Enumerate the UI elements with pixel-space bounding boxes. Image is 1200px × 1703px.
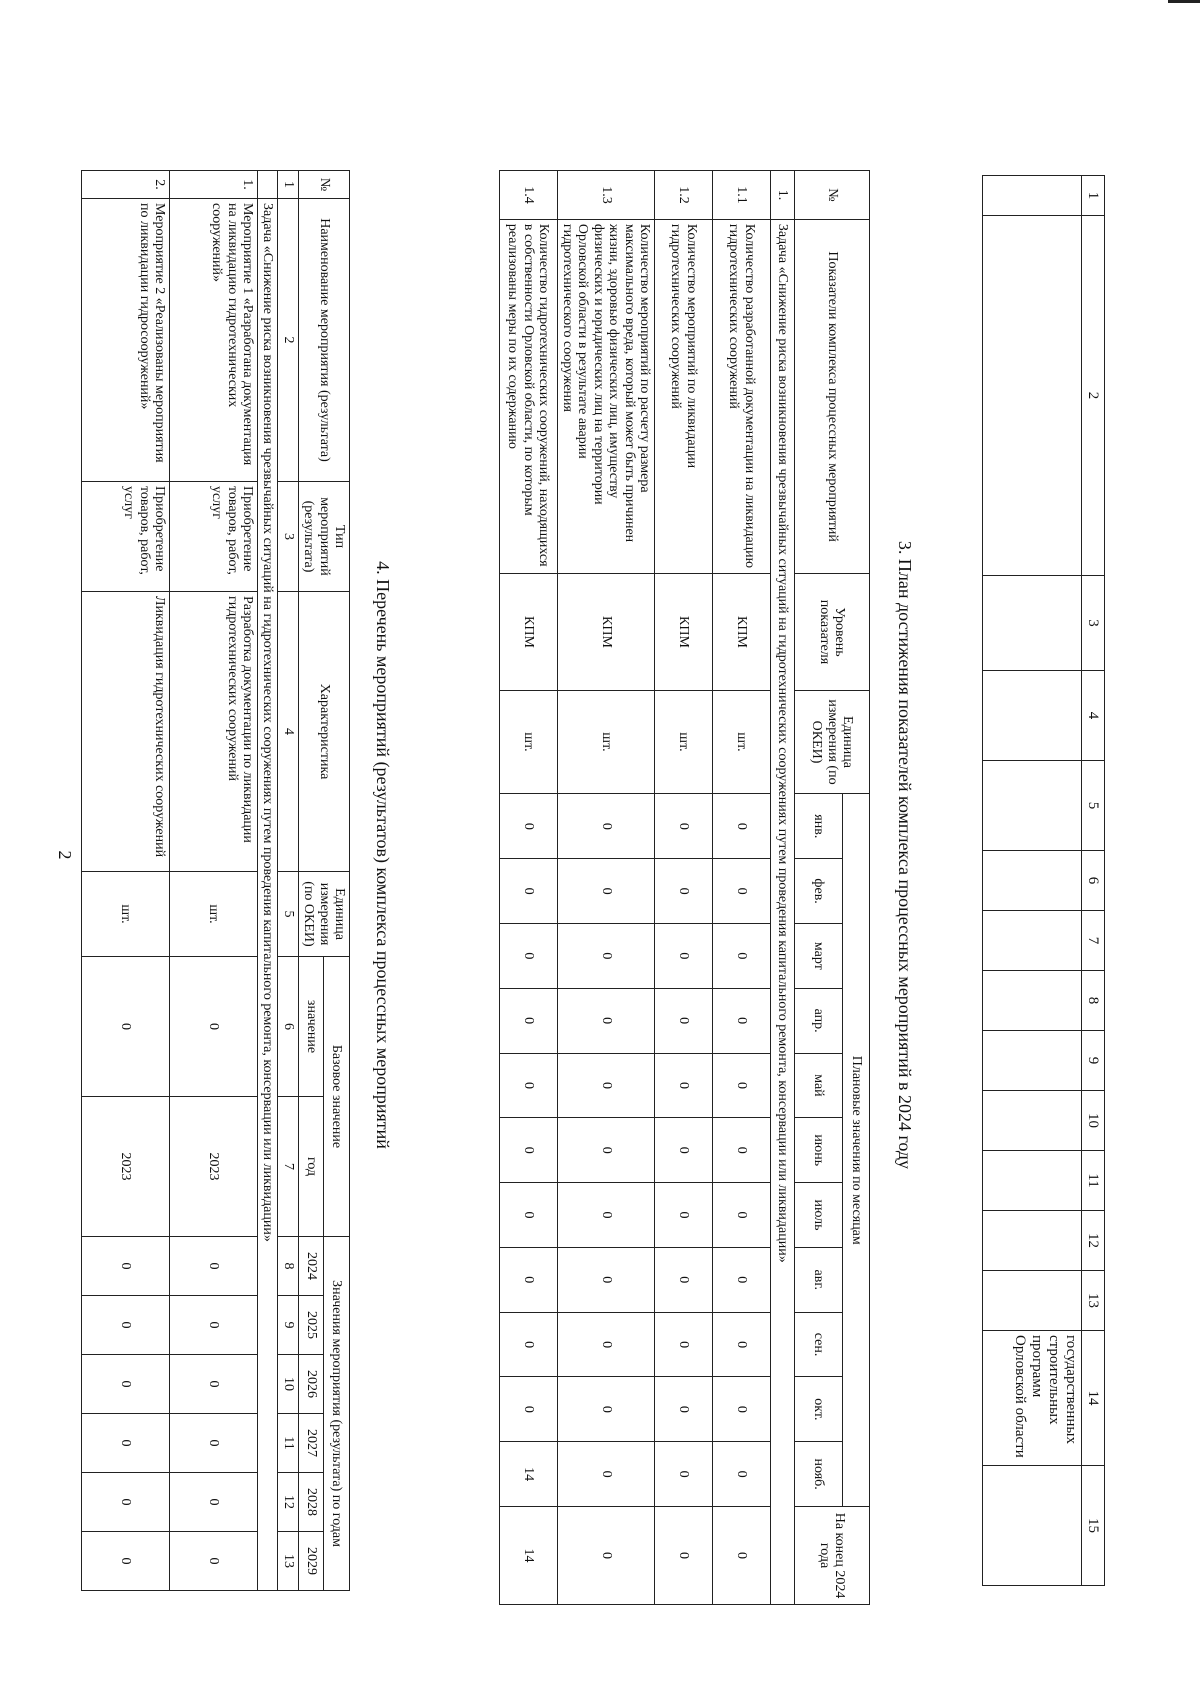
row-end: 0 xyxy=(557,1507,654,1605)
col-num: 6 xyxy=(1082,851,1105,911)
row-name: Мероприятие 1 «Разработана документация на ликвидацию гидротехнических сооружений» xyxy=(170,199,258,482)
table-row xyxy=(499,171,557,1605)
col-num: 10 xyxy=(278,1355,298,1414)
header-month: июль xyxy=(795,1183,843,1248)
cell xyxy=(983,1151,1082,1211)
cell xyxy=(983,1091,1082,1151)
col-num: 5 xyxy=(1082,761,1105,851)
table-row xyxy=(170,171,258,1591)
row-value: 0 xyxy=(557,988,654,1053)
col-num: 4 xyxy=(1082,671,1105,761)
header-month: сен. xyxy=(795,1312,843,1377)
header-month: фев. xyxy=(795,859,843,924)
row-type: Приобретение товаров, работ, услуг xyxy=(170,482,258,592)
header-month: авг. xyxy=(795,1247,843,1312)
header-year: 2029 xyxy=(298,1532,324,1591)
row-value: 0 xyxy=(713,924,771,989)
row-value: 0 xyxy=(713,1377,771,1442)
row-value: 0 xyxy=(557,924,654,989)
rotated-page-content xyxy=(40,55,1115,1655)
row-base-year: 2023 xyxy=(170,1097,258,1237)
table-row xyxy=(557,171,654,1605)
table-continuation xyxy=(982,175,1105,1586)
table-row xyxy=(713,171,771,1605)
col-num: 7 xyxy=(278,1097,298,1237)
row-value: 0 xyxy=(499,1183,557,1248)
col-num: 8 xyxy=(1082,971,1105,1031)
row-value: 0 xyxy=(655,1377,713,1442)
header-month: нояб. xyxy=(795,1442,843,1507)
header-row xyxy=(324,171,350,1591)
row-value: 0 xyxy=(655,924,713,989)
row-name: Количество гидротехнических сооружений, находящихся в собственности Орловской области, по которым реализованы меры по их содержанию xyxy=(499,219,557,574)
row-value: 0 xyxy=(557,1247,654,1312)
col-num: 5 xyxy=(278,872,298,957)
row-name: Количество разработанной документации на ликвидацию гидротехнических сооружений xyxy=(713,219,771,574)
header-type: Тип мероприятий (результата) xyxy=(298,482,349,592)
col-num: 12 xyxy=(278,1473,298,1532)
header-year: 2028 xyxy=(298,1473,324,1532)
row-year-value: 0 xyxy=(82,1296,170,1355)
row-value: 0 xyxy=(557,1312,654,1377)
header-monthly: Плановые значения по месяцам xyxy=(843,794,870,1507)
table-row xyxy=(82,171,170,1591)
row-value: 0 xyxy=(713,1247,771,1312)
row-value: 0 xyxy=(655,988,713,1053)
section-4-title: 4. Перечень мероприятий (результатов) комплекса процессных мероприятий xyxy=(373,561,393,1149)
task-row xyxy=(258,171,278,1591)
row-value: 0 xyxy=(713,988,771,1053)
row-year-value: 0 xyxy=(170,1355,258,1414)
row-year-value: 0 xyxy=(170,1414,258,1473)
row-value: 0 xyxy=(713,1312,771,1377)
cell xyxy=(983,576,1082,671)
header-month: окт. xyxy=(795,1377,843,1442)
col-num: 9 xyxy=(278,1296,298,1355)
header-month: май xyxy=(795,1053,843,1118)
row-characteristic: Ликвидация гидротехнических сооружений xyxy=(82,592,170,872)
task-spacer xyxy=(258,171,278,199)
row-end: 0 xyxy=(655,1507,713,1605)
row-year-value: 0 xyxy=(82,1473,170,1532)
header-base-value: значение xyxy=(298,957,324,1097)
row-unit: шт. xyxy=(557,690,654,794)
cell xyxy=(983,1271,1082,1331)
row-value: 0 xyxy=(557,1053,654,1118)
col-num: 14 xyxy=(1082,1331,1105,1466)
row-year-value: 0 xyxy=(82,1414,170,1473)
row-unit: шт. xyxy=(499,690,557,794)
row-value: 0 xyxy=(557,1442,654,1507)
row-value: 0 xyxy=(713,1183,771,1248)
row-num: 1.4 xyxy=(499,171,557,220)
row-name: Мероприятие 2 «Реализованы мероприятия по ликвидации гидросооружений» xyxy=(82,199,170,482)
row-base-value: 0 xyxy=(170,957,258,1097)
row-num: 1.3 xyxy=(557,171,654,220)
task-text: Задача «Снижение риска возникновения чрезвычайных ситуаций на гидротехнических сооружениях путем проведения капитального ремонта, консервации или ликвидации» xyxy=(258,199,278,1591)
col-num: 9 xyxy=(1082,1031,1105,1091)
task-num: 1. xyxy=(771,171,795,220)
page-number: 2 xyxy=(55,850,75,860)
header-year-end: На конец 2024 года xyxy=(795,1507,870,1605)
header-indicators: Показатели комплекса процессных мероприятий xyxy=(795,219,870,574)
row-year-value: 0 xyxy=(82,1237,170,1296)
header-year: 2024 xyxy=(298,1237,324,1296)
cell xyxy=(983,216,1082,576)
row-value: 0 xyxy=(713,1118,771,1183)
col-num: 2 xyxy=(1082,216,1105,576)
header-num: № xyxy=(298,171,349,199)
cell xyxy=(983,1211,1082,1271)
task-text: Задача «Снижение риска возникновения чрезвычайных ситуаций на гидротехнических сооружениях путем проведения капитального ремонта, консервации или ликвидации» xyxy=(771,219,795,1604)
header-year: 2025 xyxy=(298,1296,324,1355)
row-unit: шт. xyxy=(713,690,771,794)
header-characteristic: Характеристика xyxy=(298,592,349,872)
row-value: 0 xyxy=(499,1377,557,1442)
table-plan-indicators xyxy=(499,170,870,1605)
row-value: 0 xyxy=(557,859,654,924)
row-unit: шт. xyxy=(82,872,170,957)
row-value: 0 xyxy=(655,859,713,924)
table-measures xyxy=(81,170,350,1591)
col-num: 7 xyxy=(1082,911,1105,971)
header-name: Наименование мероприятия (результата) xyxy=(298,199,349,482)
column-number-row xyxy=(278,171,298,1591)
header-base-year: год xyxy=(298,1097,324,1237)
row-value: 0 xyxy=(557,794,654,859)
header-month: янв. xyxy=(795,794,843,859)
row-year-value: 0 xyxy=(170,1296,258,1355)
row-value: 0 xyxy=(499,988,557,1053)
row-value: 0 xyxy=(499,859,557,924)
scan-edge-mark xyxy=(1168,0,1200,3)
col-num: 13 xyxy=(278,1532,298,1591)
row-base-year: 2023 xyxy=(82,1097,170,1237)
task-row xyxy=(771,171,795,1605)
cell xyxy=(983,761,1082,851)
row-value: 0 xyxy=(713,1053,771,1118)
row-value: 0 xyxy=(655,1247,713,1312)
col-num: 11 xyxy=(1082,1151,1105,1211)
header-row xyxy=(843,171,870,1605)
header-base: Базовое значение xyxy=(324,957,350,1237)
row-level: КПМ xyxy=(713,574,771,690)
row-unit: шт. xyxy=(655,690,713,794)
row-value: 0 xyxy=(655,1442,713,1507)
header-year: 2027 xyxy=(298,1414,324,1473)
cell xyxy=(983,1466,1082,1586)
row-end: 14 xyxy=(499,1507,557,1605)
header-month: июнь xyxy=(795,1118,843,1183)
row-value: 0 xyxy=(499,1118,557,1183)
row-year-value: 0 xyxy=(170,1532,258,1591)
row-value: 0 xyxy=(499,1247,557,1312)
row-value: 0 xyxy=(655,794,713,859)
header-unit: Единица измерения (по ОКЕИ) xyxy=(795,690,870,794)
cell xyxy=(983,971,1082,1031)
header-month: март xyxy=(795,924,843,989)
header-years-title: Значения мероприятия (результата) по годам xyxy=(324,1237,350,1591)
row-value: 0 xyxy=(655,1183,713,1248)
col-num: 1 xyxy=(1082,176,1105,216)
table-row xyxy=(983,176,1082,1586)
row-value: 14 xyxy=(499,1442,557,1507)
row-value: 0 xyxy=(557,1377,654,1442)
row-level: КПМ xyxy=(499,574,557,690)
col-num: 4 xyxy=(278,592,298,872)
cell xyxy=(983,851,1082,911)
row-value: 0 xyxy=(499,924,557,989)
header-year: 2026 xyxy=(298,1355,324,1414)
col-num: 13 xyxy=(1082,1271,1105,1331)
section-3-title: 3. План достижения показателей комплекса процессных мероприятий в 2024 году xyxy=(895,540,915,1170)
row-year-value: 0 xyxy=(82,1532,170,1591)
header-month: апр. xyxy=(795,988,843,1053)
row-value: 0 xyxy=(655,1118,713,1183)
row-name: Количество мероприятий по ликвидации гидротехнических сооружений xyxy=(655,219,713,574)
header-unit: Единица измерения (по ОКЕИ) xyxy=(298,872,349,957)
cell xyxy=(983,911,1082,971)
col-num: 8 xyxy=(278,1237,298,1296)
col-num: 11 xyxy=(278,1414,298,1473)
col-num: 3 xyxy=(1082,576,1105,671)
col-num: 12 xyxy=(1082,1211,1105,1271)
row-num: 1.1 xyxy=(713,171,771,220)
row-value: 0 xyxy=(713,1442,771,1507)
row-year-value: 0 xyxy=(170,1473,258,1532)
row-value: 0 xyxy=(557,1183,654,1248)
row-num: 1.2 xyxy=(655,171,713,220)
row-num: 2. xyxy=(82,171,170,199)
header-num: № xyxy=(795,171,870,220)
table-row xyxy=(655,171,713,1605)
row-value: 0 xyxy=(655,1053,713,1118)
row-unit: шт. xyxy=(170,872,258,957)
col-num: 2 xyxy=(278,199,298,482)
col-num: 1 xyxy=(278,171,298,199)
row-end: 0 xyxy=(713,1507,771,1605)
row-value: 0 xyxy=(499,794,557,859)
col-num: 6 xyxy=(278,957,298,1097)
row-year-value: 0 xyxy=(170,1237,258,1296)
row-level: КПМ xyxy=(655,574,713,690)
row-name: Количество мероприятий по расчету размера максимального вреда, который может быть причинен жизни, здоровью физических лиц, имуществу физических и юридических лиц на территории Орловской области в результате аварии гидротехнического сооружения xyxy=(557,219,654,574)
row-level: КПМ xyxy=(557,574,654,690)
col-num: 15 xyxy=(1082,1466,1105,1586)
cell xyxy=(983,176,1082,216)
row-characteristic: Разработка документации по ликвидации гидротехнических сооружений xyxy=(170,592,258,872)
row-value: 0 xyxy=(557,1118,654,1183)
row-num: 1. xyxy=(170,171,258,199)
row-base-value: 0 xyxy=(82,957,170,1097)
cell xyxy=(983,671,1082,761)
cell: государственных строительных программ Орловской области xyxy=(983,1331,1082,1466)
column-number-row xyxy=(1082,176,1105,1586)
cell xyxy=(983,1031,1082,1091)
col-num: 10 xyxy=(1082,1091,1105,1151)
row-type: Приобретение товаров, работ, услуг xyxy=(82,482,170,592)
header-level: Уровень показателя xyxy=(795,574,870,690)
row-value: 0 xyxy=(499,1312,557,1377)
row-value: 0 xyxy=(713,794,771,859)
col-num: 3 xyxy=(278,482,298,592)
row-value: 0 xyxy=(499,1053,557,1118)
row-year-value: 0 xyxy=(82,1355,170,1414)
row-value: 0 xyxy=(655,1312,713,1377)
row-value: 0 xyxy=(713,859,771,924)
